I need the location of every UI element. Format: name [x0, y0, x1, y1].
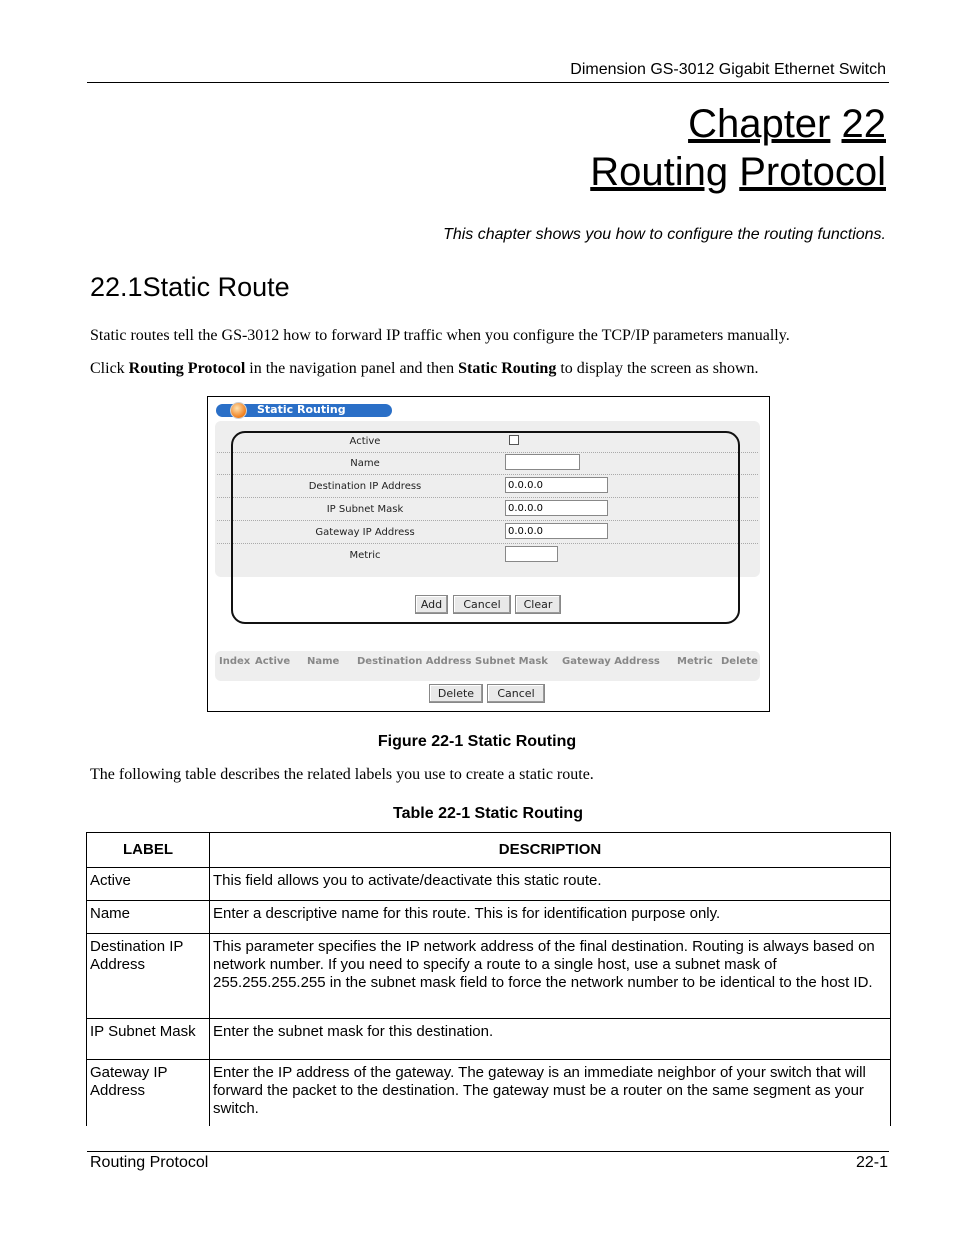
table-row: [87, 901, 891, 934]
cancel-button[interactable]: Cancel: [453, 595, 511, 614]
row-description: Enter the IP address of the gateway. The gateway is an immediate neighbor of your switch that will forward the packet to the destination. The gateway must be a router on the same segment as your switch.: [210, 1060, 891, 1126]
add-button[interactable]: Add: [415, 595, 448, 614]
field-label: Gateway IP Address: [315, 527, 415, 538]
section-number: 22.1: [90, 272, 143, 302]
gateway-ip-input[interactable]: 0.0.0.0: [505, 523, 608, 539]
table-row: [87, 1060, 891, 1126]
row-label: Active: [87, 868, 210, 901]
chapter-number: 22: [841, 102, 886, 146]
subnet-mask-input[interactable]: 0.0.0.0: [505, 500, 608, 516]
text-run: Click: [90, 360, 129, 377]
field-label: Destination IP Address: [308, 481, 422, 492]
paragraph-table-intro: The following table describes the related labels you use to create a static route.: [90, 766, 594, 783]
col-delete: Delete: [721, 656, 758, 667]
chapter-intro: This chapter shows you how to configure the routing functions.: [443, 226, 886, 243]
col-metric: Metric: [677, 656, 713, 667]
row-description: Enter the subnet mask for this destination.: [210, 1019, 891, 1060]
paragraph-click-instructions: [90, 360, 759, 378]
chapter-title-word2: Protocol: [739, 150, 886, 194]
col-gateway-address: Gateway Address: [562, 656, 660, 667]
col-destination-address: Destination Address: [357, 656, 472, 667]
ui-term-static-routing: Static Routing: [458, 360, 557, 377]
row-label: Gateway IP Address: [87, 1060, 210, 1126]
row-label: Name: [87, 901, 210, 934]
row-description: Enter a descriptive name for this route. This is for identification purpose only.: [210, 901, 891, 934]
orange-ball-icon: [230, 402, 247, 419]
paragraph-static-routes: Static routes tell the GS-3012 how to forward IP traffic when you configure the TCP/IP parameters manually.: [90, 327, 790, 344]
destination-ip-input[interactable]: 0.0.0.0: [505, 477, 608, 493]
section-heading: [90, 272, 290, 303]
static-routing-screenshot: [207, 396, 770, 712]
chapter-title: [590, 100, 886, 196]
footer-page-number: 22-1: [855, 1154, 888, 1171]
chapter-word: Chapter: [688, 102, 831, 146]
table-row: [87, 868, 891, 901]
field-label: Active: [349, 436, 381, 447]
footer-rule: [87, 1151, 889, 1152]
col-index: Index: [219, 656, 251, 667]
header-rule: [87, 82, 889, 83]
field-label: Metric: [349, 550, 381, 561]
text-run: to display the screen as shown.: [556, 360, 759, 377]
delete-button[interactable]: Delete: [429, 684, 483, 703]
screen-tab-label: Static Routing: [257, 403, 346, 416]
col-subnet-mask: Subnet Mask: [475, 656, 548, 667]
table-caption: Table 22-1 Static Routing: [393, 805, 583, 822]
running-header: Dimension GS-3012 Gigabit Ethernet Switch: [570, 61, 886, 78]
footer-chapter-name: Routing Protocol: [90, 1154, 209, 1171]
chapter-title-word1: Routing: [590, 150, 729, 194]
static-routing-table: [86, 832, 891, 1126]
col-active: Active: [255, 656, 291, 667]
section-title: Static Route: [142, 272, 290, 302]
table-header-description: DESCRIPTION: [210, 833, 891, 868]
row-description: This field allows you to activate/deactivate this static route.: [210, 868, 891, 901]
table-row: [87, 934, 891, 1019]
table-header-row: [87, 833, 891, 868]
table-row: [87, 1019, 891, 1060]
cancel-delete-button[interactable]: Cancel: [487, 684, 545, 703]
ui-term-routing-protocol: Routing Protocol: [128, 360, 246, 377]
clear-button[interactable]: Clear: [515, 595, 561, 614]
table-header-label: LABEL: [87, 833, 210, 868]
row-label: Destination IP Address: [87, 934, 210, 1019]
highlight-callout-frame: [231, 431, 740, 624]
row-label: IP Subnet Mask: [87, 1019, 210, 1060]
field-label: IP Subnet Mask: [326, 504, 404, 515]
field-label: Name: [350, 458, 380, 469]
col-name: Name: [307, 656, 340, 667]
row-description: This parameter specifies the IP network address of the final destination. Routing is always based on network number. If you need to specify a route to a single host, use a subnet mask of 255.255.255.255 in the subnet mask field to force the network number to be identical to the host ID.: [210, 934, 891, 1019]
figure-caption: Figure 22-1 Static Routing: [377, 733, 577, 750]
text-run: in the navigation panel and then: [245, 360, 459, 377]
